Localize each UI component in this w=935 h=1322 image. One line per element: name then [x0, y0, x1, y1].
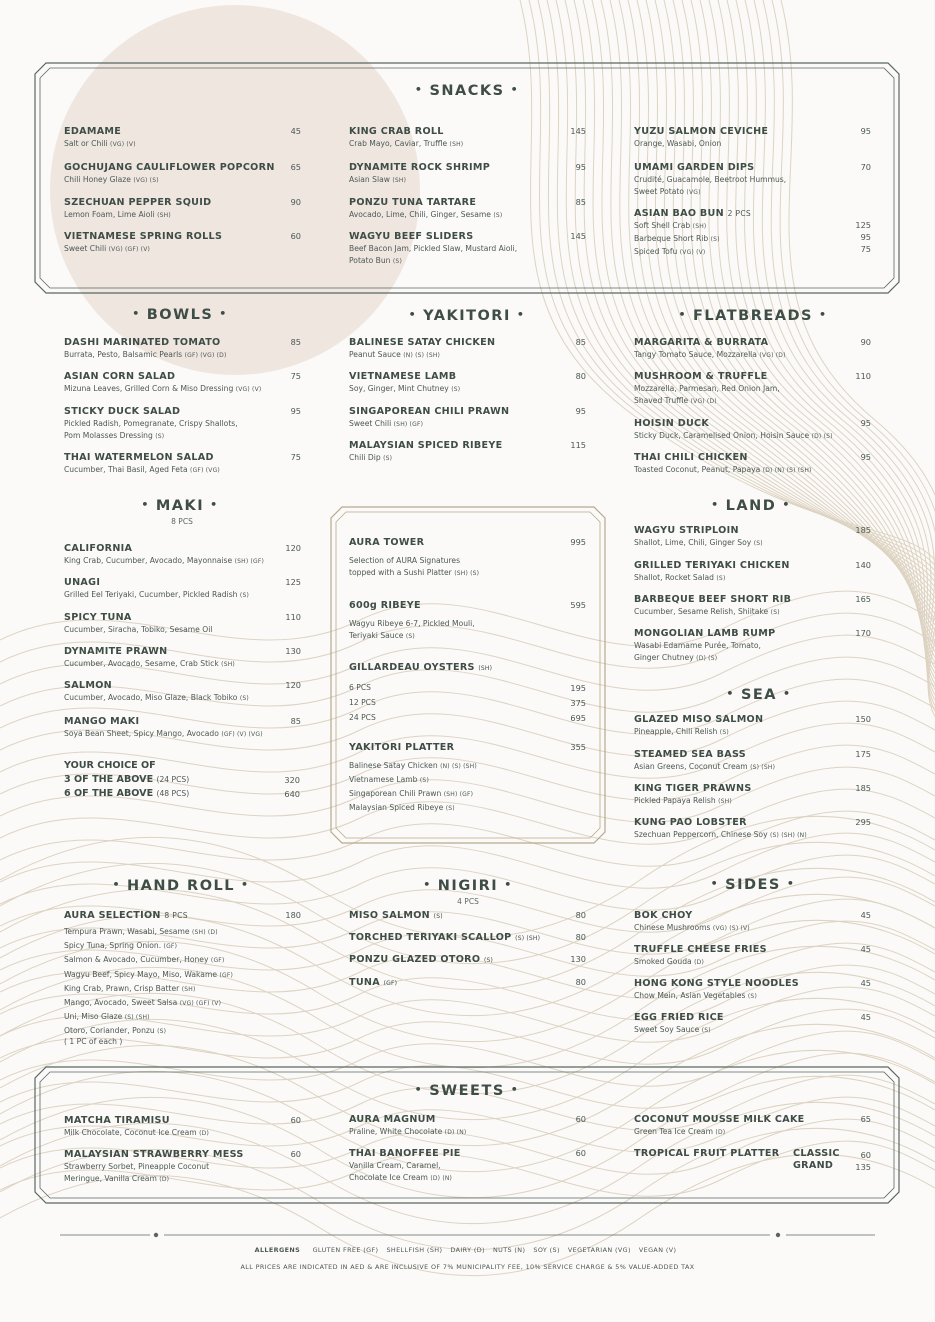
land-title: • LAND •	[711, 498, 791, 514]
item-description: Salt or Chili (VG) (V)	[64, 139, 136, 148]
item-name: BALINESE SATAY CHICKEN	[349, 337, 496, 348]
menu-item-mushroom-truffle	[634, 371, 871, 407]
item-name: BOK CHOY	[634, 910, 693, 921]
menu-item-kung-pao-lobster	[634, 817, 871, 842]
item-name: AURA MAGNUM	[349, 1114, 436, 1125]
menu-item-mango-maki	[64, 716, 301, 741]
nigiri-title: • NIGIRI •	[423, 878, 513, 894]
item-description: Cucumber, Avocado, Miso Glaze, Black Tobiko (S)	[64, 693, 249, 702]
item-price: 85	[575, 197, 586, 207]
snacks-title: • SNACKS •	[414, 83, 520, 99]
menu-item-asian-corn-salad	[64, 371, 301, 396]
item-description: Sweet Potato (VG)	[634, 186, 701, 196]
bowls-title: • BOWLS •	[132, 307, 228, 323]
item-price: 45	[860, 978, 871, 988]
maki-choice: YOUR CHOICE OF 3 OF THE ABOVE (24 PCS) 320 6 OF THE ABOVE (48 PCS) 640	[64, 760, 300, 799]
item-name: TORCHED TERIYAKI SCALLOP (S) (SH)	[349, 932, 541, 943]
item-price: 110	[855, 371, 871, 381]
item-name: BARBEQUE BEEF SHORT RIB	[634, 594, 792, 605]
item-name: TRUFFLE CHEESE FRIES	[634, 944, 767, 955]
item-price: 120	[285, 680, 301, 690]
item-name: SPICY TUNA	[64, 612, 132, 623]
nigiri-subtitle: 4 PCS	[457, 897, 479, 906]
item-description: King Crab, Cucumber, Avocado, Mayonnaise (SH) (GF)	[64, 556, 265, 565]
item-price: 60	[290, 1149, 301, 1159]
item-price: 60	[290, 1115, 301, 1125]
item-name: WAGYU BEEF SLIDERS	[349, 231, 474, 242]
item-description: Tangy Tomato Sauce, Mozzarella (VG) (D)	[634, 350, 786, 359]
item-name: GOCHUJANG CAULIFLOWER POPCORN	[64, 162, 275, 173]
item-price: 295	[855, 817, 871, 827]
item-name: MANGO MAKI	[64, 716, 140, 727]
maki-title: • MAKI •	[141, 498, 219, 514]
item-name: SINGAPOREAN CHILI PRAWN	[349, 406, 510, 417]
item-description: Mozzarella, Parmesan, Red Onion Jam,	[634, 384, 780, 393]
handroll-lines	[64, 925, 301, 1039]
item-description: Shallot, Rocket Salad (S)	[634, 573, 726, 582]
item-name: HOISIN DUCK	[634, 418, 710, 429]
menu-item-malaysian-strawberry-mess	[64, 1149, 301, 1185]
item-price: 170	[855, 628, 871, 638]
item-name: THAI WATERMELON SALAD	[64, 452, 214, 463]
menu-item-margarita-burrata	[634, 337, 871, 362]
item-description: Peanut Sauce (N) (S) (SH)	[349, 350, 441, 359]
handroll-line: Salmon & Avocado, Cucumber, Honey (GF)	[64, 955, 225, 965]
menu-item-dynamite-prawn	[64, 646, 301, 671]
item-description: Wasabi Edamame Purée, Tomato,	[634, 641, 761, 650]
item-name: MISO SALMON (S)	[349, 910, 443, 921]
item-price: 90	[860, 337, 871, 347]
item-price: 145	[570, 231, 586, 241]
item-description: Sweet Soy Sauce (S)	[634, 1025, 711, 1034]
item-price: 95	[860, 452, 871, 462]
item-description: Shallot, Lime, Chili, Ginger Soy (S)	[634, 538, 763, 547]
item-description: Potato Bun (S)	[349, 255, 402, 265]
item-price: 145	[570, 126, 586, 136]
item-price: 85	[575, 337, 586, 347]
menu-item-hoisin-duck	[634, 418, 871, 443]
item-description: Pickled Radish, Pomegranate, Crispy Shallots,	[64, 419, 238, 428]
item-price: 45	[860, 944, 871, 954]
item-name: THAI CHILI CHICKEN	[634, 452, 748, 463]
menu-item-mongolian-lamb-rump	[634, 628, 871, 664]
item-name: MUSHROOM & TRUFFLE	[634, 371, 768, 382]
item-description: Soy, Ginger, Mint Chutney (S)	[349, 384, 461, 393]
item-price: 130	[285, 646, 301, 656]
menu-item-yuzu-salmon-ceviche	[634, 126, 871, 151]
item-name: CALIFORNIA	[64, 543, 133, 554]
item-price: 65	[290, 162, 301, 172]
item-name: MONGOLIAN LAMB RUMP	[634, 628, 776, 639]
menu-item-umami-garden-dips	[634, 162, 871, 198]
item-name: STEAMED SEA BASS	[634, 749, 746, 760]
item-price: 115	[570, 440, 586, 450]
handroll-line: Uni, Miso Glaze (S) (SH)	[64, 1012, 150, 1022]
handroll-line: Spicy Tuna, Spring Onion. (GF)	[64, 941, 178, 951]
item-name: DYNAMITE ROCK SHRIMP	[349, 162, 491, 173]
item-name: DYNAMITE PRAWN	[64, 646, 168, 657]
item-description: Chow Mein, Asian Vegetables (S)	[634, 991, 757, 1000]
item-description: Burrata, Pesto, Balsamic Pearls (GF) (VG) (D)	[64, 350, 227, 359]
item-description: Meringue, Vanilla Cream (D)	[64, 1173, 170, 1183]
handroll-title: • HAND ROLL •	[112, 878, 250, 894]
menu-item-matcha-tiramisu	[64, 1115, 301, 1140]
item-description: Chili Dip (S)	[349, 453, 393, 462]
item-description: Pom Molasses Dressing (S)	[64, 430, 165, 440]
menu-item-egg-fried-rice	[634, 1012, 871, 1037]
menu-item-salmon	[64, 680, 301, 705]
sweets-title: • SWEETS •	[414, 1083, 520, 1099]
menu-item-hong-kong-style-noodles	[634, 978, 871, 1003]
item-description: Pineapple, Chili Relish (S)	[634, 727, 729, 736]
menu-item-thai-chili-chicken	[634, 452, 871, 477]
item-name: KUNG PAO LOBSTER	[634, 817, 747, 828]
item-description: Cucumber, Siracha, Tobiko, Sesame Oil	[64, 625, 213, 634]
item-price: 95	[575, 162, 586, 172]
item-name: STICKY DUCK SALAD	[64, 406, 181, 417]
menu-item-thai-watermelon-salad	[64, 452, 301, 477]
item-name: WAGYU STRIPLOIN	[634, 525, 739, 536]
item-price: 125	[285, 577, 301, 587]
item-price: 140	[855, 560, 871, 570]
menu-item-unagi	[64, 577, 301, 602]
item-name: EGG FRIED RICE	[634, 1012, 724, 1023]
item-name: GRILLED TERIYAKI CHICKEN	[634, 560, 790, 571]
menu-item-spicy-tuna	[64, 612, 301, 637]
item-price: 95	[860, 126, 871, 136]
item-name: TUNA (GF)	[349, 977, 398, 988]
item-price: 45	[290, 126, 301, 136]
item-description: Orange, Wasabi, Onion	[634, 139, 722, 148]
menu-item-szechuan-pepper-squid	[64, 197, 301, 222]
menu-item-truffle-cheese-fries	[634, 944, 871, 969]
item-name: EDAMAME	[64, 126, 122, 137]
item-price: 60	[575, 1148, 586, 1158]
item-price: 80	[575, 932, 586, 942]
item-description: Crab Mayo, Caviar, Truffle (SH)	[349, 139, 464, 148]
item-description: Mizuna Leaves, Grilled Corn & Miso Dressing (VG) (V)	[64, 384, 262, 393]
item-description: Pickled Papaya Relish (SH)	[634, 796, 732, 805]
allergens-legend: ALLERGENS GLUTEN FREE (GF) SHELLFISH (SH) DAIRY (D) NUTS (N) SOY (S) VEGETARIAN (VG) VEGAN (V)	[254, 1246, 677, 1254]
menu-item-sticky-duck-salad	[64, 406, 301, 442]
item-description: Avocado, Lime, Chili, Ginger, Sesame (S)	[349, 210, 503, 219]
menu-item-dynamite-rock-shrimp	[349, 162, 586, 187]
menu-item-torched-teriyaki-scallop	[349, 932, 586, 945]
menu-item-coconut-mousse-milk-cake	[634, 1114, 871, 1139]
item-description: Cucumber, Avocado, Sesame, Crab Stick (SH)	[64, 659, 235, 668]
menu-item-600g-ribeye: 600g RIBEYE 595 Wagyu Ribeye 6-7, Pickled Mouli, Teriyaki Sauce (S)	[349, 600, 586, 640]
menu-item-dashi-marinated-tomato	[64, 337, 301, 362]
menu-item-vietnamese-lamb	[349, 371, 586, 396]
menu-item-asian-bao-bun: ASIAN BAO BUN 2 PCS Soft Shell Crab (SH) 125 Barbeque Short Rib (S) 95 Spiced Tofu (VG) (V) 75	[634, 208, 871, 256]
item-price: 45	[860, 1012, 871, 1022]
item-name: KING CRAB ROLL	[349, 126, 444, 137]
menu-item-gillardeau-oysters: GILLARDEAU OYSTERS (SH) 6 PCS 195 12 PCS 375 24 PCS 695	[349, 662, 586, 723]
menu-item-wagyu-striploin	[634, 525, 871, 550]
handroll-line: King Crab, Prawn, Crisp Batter (SH)	[64, 983, 196, 993]
menu-item-barbeque-beef-short-rib	[634, 594, 871, 619]
prices-note: ALL PRICES ARE INDICATED IN AED & ARE INCLUSIVE OF 7% MUNICIPALITY FEE, 10% SERVICE CHARGE & 5% VALUE-ADDED TAX	[240, 1263, 695, 1271]
sides-title: • SIDES •	[710, 877, 796, 893]
item-description: Szechuan Peppercorn, Chinese Soy (S) (SH) (N)	[634, 830, 807, 839]
item-name: UMAMI GARDEN DIPS	[634, 162, 755, 173]
item-price: 75	[290, 452, 301, 462]
item-price: 120	[285, 543, 301, 553]
item-price: 65	[860, 1114, 871, 1124]
item-description: Soya Bean Sheet, Spicy Mango, Avocado (GF) (V) (VG)	[64, 729, 263, 738]
maki-subtitle: 8 PCS	[171, 517, 193, 526]
handroll-line: Tempura Prawn, Wasabi, Sesame (SH) (D)	[64, 927, 218, 936]
item-description: Chinese Mushrooms (VG) (S) (V)	[634, 923, 750, 932]
item-price: 45	[860, 910, 871, 920]
menu-item-steamed-sea-bass	[634, 749, 871, 774]
handroll-line: Wagyu Beef, Spicy Mayo, Miso, Wakame (GF)	[64, 969, 234, 979]
item-price: 95	[575, 406, 586, 416]
menu-item-ponzu-tuna-tartare	[349, 197, 586, 222]
menu-item-ponzu-glazed-otoro	[349, 954, 586, 967]
item-name: SZECHUAN PEPPER SQUID	[64, 197, 212, 208]
menu-item-edamame	[64, 126, 301, 151]
item-description: Strawberry Sorbet, Pineapple Coconut	[64, 1162, 210, 1171]
item-price: 80	[575, 371, 586, 381]
item-description: Milk Chocolate, Coconut Ice Cream (D)	[64, 1128, 209, 1137]
item-price: 75	[290, 371, 301, 381]
item-description: Smoked Gouda (D)	[634, 957, 705, 966]
item-name: ASIAN CORN SALAD	[64, 371, 176, 382]
item-name: MALAYSIAN STRAWBERRY MESS	[64, 1149, 244, 1160]
item-description: Praline, White Chocolate (D) (N)	[349, 1127, 467, 1136]
item-description: Chocolate Ice Cream (D) (N)	[349, 1172, 453, 1182]
item-price: 165	[855, 594, 871, 604]
handroll-note: ( 1 PC of each )	[64, 1037, 123, 1046]
item-description: Sweet Chili (SH) (GF)	[349, 419, 424, 428]
menu-item-king-tiger-prawns	[634, 783, 871, 808]
sea-title: • SEA •	[726, 687, 792, 703]
item-name: VIETNAMESE SPRING ROLLS	[64, 231, 223, 242]
menu-item-bok-choy	[634, 910, 871, 935]
item-name: VIETNAMESE LAMB	[349, 371, 457, 382]
menu-item-yakitori-platter: YAKITORI PLATTER 355 Balinese Satay Chicken (N) (S) (SH) Vietnamese Lamb (S) Singaporean Chili Prawn (SH) (GF) Malaysian Spiced Ribeye (S)	[349, 742, 586, 812]
item-price: 95	[290, 406, 301, 416]
item-name: GLAZED MISO SALMON	[634, 714, 764, 725]
item-price: 60	[575, 1114, 586, 1124]
item-name: PONZU TUNA TARTARE	[349, 197, 477, 208]
item-description: Lemon Foam, Lime Aioli (SH)	[64, 210, 171, 219]
menu-item-glazed-miso-salmon	[634, 714, 871, 739]
item-name: KING TIGER PRAWNS	[634, 783, 752, 794]
item-price: 185	[855, 783, 871, 793]
menu-item-gochujang-cauliflower-popcorn	[64, 162, 301, 187]
menu-item-king-crab-roll	[349, 126, 586, 151]
item-description: Asian Slaw (SH)	[349, 175, 407, 184]
item-name: HONG KONG STYLE NOODLES	[634, 978, 800, 989]
menu-item-thai-banoffee-pie	[349, 1148, 586, 1184]
menu-item-vietnamese-spring-rolls	[64, 231, 301, 256]
menu-item-aura-magnum	[349, 1114, 586, 1139]
item-name: MARGARITA & BURRATA	[634, 337, 769, 348]
flatbreads-title: • FLATBREADS •	[678, 308, 828, 324]
item-price: 130	[570, 954, 586, 964]
item-name: UNAGI	[64, 577, 101, 588]
item-price: 95	[860, 418, 871, 428]
item-description: Asian Greens, Coconut Cream (S) (SH)	[634, 762, 776, 771]
item-price: 60	[290, 231, 301, 241]
item-name: DASHI MARINATED TOMATO	[64, 337, 221, 348]
item-price: 90	[290, 197, 301, 207]
item-name: SALMON	[64, 680, 112, 691]
menu-item-balinese-satay-chicken	[349, 337, 586, 362]
item-description: Vanilla Cream, Caramel,	[349, 1161, 441, 1170]
item-name: MATCHA TIRAMISU	[64, 1115, 170, 1126]
handroll-line: Mango, Avocado, Sweet Salsa (VG) (GF) (V)	[64, 998, 222, 1008]
item-price: 70	[860, 162, 871, 172]
item-price: 150	[855, 714, 871, 724]
menu-item-grilled-teriyaki-chicken	[634, 560, 871, 585]
item-description: Sticky Duck, Caramelised Onion, Hoisin Sauce (D) (S)	[634, 431, 833, 440]
item-price: 85	[290, 337, 301, 347]
yakitori-title: • YAKITORI •	[408, 308, 526, 324]
item-price: 85	[290, 716, 301, 726]
menu-item-tropical-fruit-platter: TROPICAL FRUIT PLATTER CLASSIC GRAND 60 135	[634, 1148, 871, 1172]
item-description: Sweet Chili (VG) (GF) (V)	[64, 244, 151, 253]
menu-item-tuna	[349, 977, 586, 990]
item-description: Ginger Chutney (D) (S)	[634, 652, 718, 662]
item-description: Chili Honey Glaze (VG) (S)	[64, 175, 159, 184]
menu-item-aura-tower: AURA TOWER 995 Selection of AURA Signatures topped with a Sushi Platter (SH) (S)	[349, 537, 586, 577]
item-name: COCONUT MOUSSE MILK CAKE	[634, 1114, 805, 1125]
item-description: Crudité, Guacamole, Beetroot Hummus,	[634, 175, 787, 184]
menu-item-singaporean-chili-prawn	[349, 406, 586, 431]
handroll-line: Otoro, Coriander, Ponzu (S)	[64, 1026, 167, 1036]
item-description: Cucumber, Sesame Relish, Shiitake (S)	[634, 607, 780, 616]
footer-divider	[60, 1230, 875, 1240]
item-description: Shaved Truffle (VG) (D)	[634, 395, 717, 405]
item-name: MALAYSIAN SPICED RIBEYE	[349, 440, 503, 451]
item-description: Cucumber, Thai Basil, Aged Feta (GF) (VG)	[64, 465, 220, 474]
item-description: Grilled Eel Teriyaki, Cucumber, Pickled Radish (S)	[64, 590, 249, 599]
item-description: Beef Bacon Jam, Pickled Slaw, Mustard Aioli,	[349, 244, 518, 253]
menu-item-aura-selection: AURA SELECTION 8 PCS 180 Tempura Prawn, Wasabi, Sesame (SH) (D) Spicy Tuna, Spring Onion. (GF) Salmon & Avocado, Cucumber, Honey (GF) Wagyu Beef, Spicy Mayo, Miso, Wakame (GF) King Crab, Prawn, Crisp Batter (SH) Mango, Avocado, Sweet Salsa (VG) (GF) (V) Uni, Miso Glaze (S) (SH) Otoro, Coriander, Ponzu (S)	[64, 910, 301, 1039]
item-price: 175	[855, 749, 871, 759]
item-price: 185	[855, 525, 871, 535]
item-price: 80	[575, 910, 586, 920]
item-name: THAI BANOFFEE PIE	[349, 1148, 461, 1159]
item-name: PONZU GLAZED OTORO (S)	[349, 954, 494, 965]
item-description: Green Tea Ice Cream (D)	[634, 1127, 726, 1136]
menu-item-malaysian-spiced-ribeye	[349, 440, 586, 465]
item-description: Toasted Coconut, Peanut, Papaya (D) (N) (S) (SH)	[634, 465, 812, 474]
menu-item-wagyu-beef-sliders	[349, 231, 586, 267]
menu-item-california	[64, 543, 301, 568]
item-name: YUZU SALMON CEVICHE	[634, 126, 769, 137]
item-price: 110	[285, 612, 301, 622]
item-price: 80	[575, 977, 586, 987]
menu-item-miso-salmon	[349, 910, 586, 923]
